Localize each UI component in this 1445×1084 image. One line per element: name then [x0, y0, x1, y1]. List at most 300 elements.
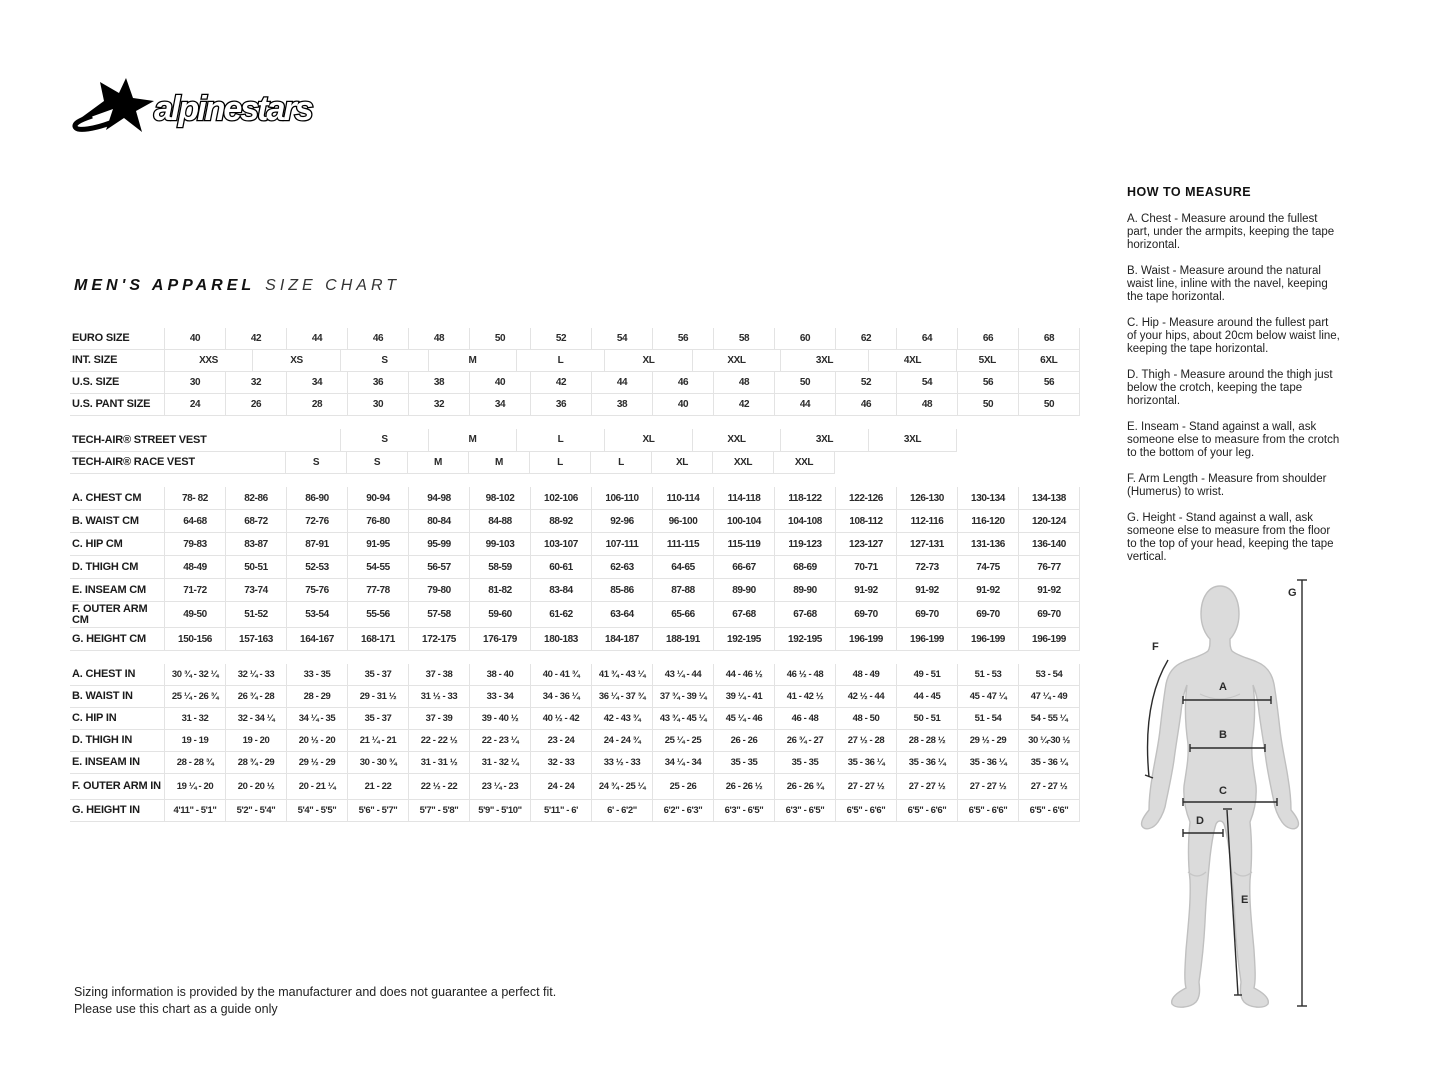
table-cell: 45 ¼ - 46: [714, 708, 775, 730]
row-label: A. CHEST IN: [70, 664, 165, 686]
table-cell: 34: [470, 394, 531, 416]
table-cell: M: [429, 350, 517, 372]
table-cell: 30: [348, 394, 409, 416]
row-label: TECH-AIR® STREET VEST: [70, 429, 341, 452]
table-cell: 44 - 45: [897, 686, 958, 708]
table-cell: 28 ¾ - 29: [226, 752, 287, 774]
table-cell: 122-126: [836, 487, 897, 510]
table-cell: 130-134: [958, 487, 1019, 510]
row-label: B. WAIST IN: [70, 686, 165, 708]
table-row: [70, 730, 1080, 752]
table-cell: 172-175: [409, 628, 470, 651]
row-label: A. CHEST CM: [70, 487, 165, 510]
figure-label-waist: B: [1219, 729, 1227, 741]
table-cell: 74-75: [958, 556, 1019, 579]
table-cell: 37 ¾ - 39 ¼: [653, 686, 714, 708]
table-cell: 48 - 49: [836, 664, 897, 686]
table-cell: 48: [409, 328, 470, 350]
page-title: [74, 277, 400, 295]
table-cell: 6XL: [1019, 350, 1081, 372]
table-cell: 4'11" - 5'1": [165, 800, 226, 822]
table-cell: 6'3" - 6'5": [714, 800, 775, 822]
table-cell: 50: [470, 328, 531, 350]
alpinestars-logo: [70, 76, 330, 138]
row-label: E. INSEAM IN: [70, 752, 165, 774]
table-cell: 46: [836, 394, 897, 416]
table-cell: 47 ¼ - 49: [1019, 686, 1080, 708]
table-cell: 54-55: [348, 556, 409, 579]
table-cell: 28: [287, 394, 348, 416]
table-cell: 23 ¼ - 23: [470, 774, 531, 800]
row-label: F. OUTER ARM CM: [70, 602, 165, 628]
table-cell: 82-86: [226, 487, 287, 510]
table-cell: 176-179: [470, 628, 531, 651]
table-row: [70, 372, 1080, 394]
table-cell: 84-88: [470, 510, 531, 533]
table-cell: 40 ½ - 42: [531, 708, 592, 730]
table-cell: 26: [226, 394, 287, 416]
table-cell: 73-74: [226, 579, 287, 602]
table-cell: XXS: [165, 350, 253, 372]
table-cell: 4XL: [869, 350, 957, 372]
table-cell: 83-84: [531, 579, 592, 602]
table-cell: 41 ¾ - 43 ¼: [592, 664, 653, 686]
table-cell: 35 - 35: [714, 752, 775, 774]
table-row: [70, 800, 1080, 822]
table-cell: 79-83: [165, 533, 226, 556]
table-cell: 69-70: [836, 602, 897, 628]
table-cell: 119-123: [775, 533, 836, 556]
table-cell: 54: [897, 372, 958, 394]
table-cell: 6'5" - 6'6": [1019, 800, 1080, 822]
table-cell: 44: [592, 372, 653, 394]
table-cell: 30 - 30 ¾: [348, 752, 409, 774]
table-cell: 91-92: [1019, 579, 1080, 602]
table-cell: 70-71: [836, 556, 897, 579]
table-cell: 21 ¼ - 21: [348, 730, 409, 752]
table-cell: 118-122: [775, 487, 836, 510]
table-cell: 19 - 19: [165, 730, 226, 752]
table-cell: 37 - 39: [409, 708, 470, 730]
table-cell: 45 - 47 ¼: [958, 686, 1019, 708]
table-cell: 32 - 33: [531, 752, 592, 774]
table-row: [70, 556, 1080, 579]
table-cell: 91-92: [836, 579, 897, 602]
table-cell: 52-53: [287, 556, 348, 579]
table-cell: 58: [714, 328, 775, 350]
measure-instruction: F. Arm Length - Measure from shoulder (Humerus) to wrist.: [1127, 473, 1327, 498]
row-label: G. HEIGHT IN: [70, 800, 165, 822]
table-cell: 35 - 37: [348, 664, 409, 686]
table-cell: 5'2" - 5'4": [226, 800, 287, 822]
table-cell: 35 - 35: [775, 752, 836, 774]
table-cell: 123-127: [836, 533, 897, 556]
table-cell: 120-124: [1019, 510, 1080, 533]
table-cell: 68-72: [226, 510, 287, 533]
table-cell: 46: [348, 328, 409, 350]
table-cell: 24 ¾ - 25 ¼: [592, 774, 653, 800]
table-cell: 54 - 55 ¼: [1019, 708, 1080, 730]
table-cell: XXL: [774, 452, 835, 475]
table-cell: 37 - 38: [409, 664, 470, 686]
table-cell: 136-140: [1019, 533, 1080, 556]
figure-label-hip: C: [1219, 785, 1227, 797]
table-cell: 80-84: [409, 510, 470, 533]
table-cell: 96-100: [653, 510, 714, 533]
table-row: [70, 533, 1080, 556]
table-cell: 131-136: [958, 533, 1019, 556]
table-cell: 30 ¼-30 ½: [1019, 730, 1080, 752]
table-cell: 26 - 26 ¾: [775, 774, 836, 800]
table-cell: 5'9" - 5'10": [470, 800, 531, 822]
table-cell: 24 - 24 ¾: [592, 730, 653, 752]
table-cell: 27 ½ - 28: [836, 730, 897, 752]
table-section: [70, 429, 1080, 474]
table-cell: 180-183: [531, 628, 592, 651]
table-cell: 49-50: [165, 602, 226, 628]
table-cell: 126-130: [897, 487, 958, 510]
table-cell: 56: [1019, 372, 1080, 394]
table-cell: 42: [531, 372, 592, 394]
row-label: D. THIGH CM: [70, 556, 165, 579]
row-label: U.S. PANT SIZE: [70, 394, 165, 416]
table-cell: 53 - 54: [1019, 664, 1080, 686]
disclaimer-line2: Please use this chart as a guide only: [74, 1002, 278, 1016]
table-cell: 196-199: [958, 628, 1019, 651]
table-cell: 32 - 34 ¼: [226, 708, 287, 730]
table-cell: 35 - 37: [348, 708, 409, 730]
measurement-figure: [1140, 572, 1310, 1014]
table-cell: 3XL: [781, 429, 869, 452]
table-cell: 29 ½ - 29: [958, 730, 1019, 752]
table-cell: 40 - 41 ¾: [531, 664, 592, 686]
table-row: [70, 664, 1080, 686]
table-cell: 46 - 48: [775, 708, 836, 730]
table-cell: 19 ¼ - 20: [165, 774, 226, 800]
table-cell: 48: [897, 394, 958, 416]
table-cell: 25 ¼ - 25: [653, 730, 714, 752]
table-cell: M: [429, 429, 517, 452]
table-cell: 38: [409, 372, 470, 394]
table-cell: 26 ¾ - 28: [226, 686, 287, 708]
table-cell: 52: [531, 328, 592, 350]
table-blank-cell: [957, 429, 1080, 452]
table-cell: 103-107: [531, 533, 592, 556]
row-label: B. WAIST CM: [70, 510, 165, 533]
table-cell: 87-88: [653, 579, 714, 602]
measure-instruction: G. Height - Stand against a wall, ask someone else to measure from the floor to the top of your head, keeping the tape vertical.: [1127, 512, 1334, 563]
table-cell: 50: [1019, 394, 1080, 416]
table-cell: 32: [409, 394, 470, 416]
table-cell: 50 - 51: [897, 708, 958, 730]
table-cell: 31 ½ - 33: [409, 686, 470, 708]
table-cell: XXL: [713, 452, 774, 475]
row-label: U.S. SIZE: [70, 372, 165, 394]
table-cell: 34 ¼ - 35: [287, 708, 348, 730]
table-cell: 61-62: [531, 602, 592, 628]
table-cell: 68-69: [775, 556, 836, 579]
table-cell: 90-94: [348, 487, 409, 510]
table-cell: 6'5" - 6'6": [897, 800, 958, 822]
table-cell: 30 ¾ - 32 ¼: [165, 664, 226, 686]
table-cell: 32: [226, 372, 287, 394]
row-label: EURO SIZE: [70, 328, 165, 350]
table-cell: 81-82: [470, 579, 531, 602]
table-cell: 38: [592, 394, 653, 416]
table-cell: 67-68: [775, 602, 836, 628]
table-cell: 49 - 51: [897, 664, 958, 686]
table-cell: 40: [470, 372, 531, 394]
table-cell: M: [469, 452, 530, 475]
table-cell: 27 - 27 ½: [836, 774, 897, 800]
table-cell: 44: [775, 394, 836, 416]
how-to-measure-panel: [1127, 185, 1341, 577]
table-cell: 116-120: [958, 510, 1019, 533]
table-cell: M: [408, 452, 469, 475]
table-cell: 39 ¼ - 41: [714, 686, 775, 708]
table-cell: 75-76: [287, 579, 348, 602]
table-cell: 35 - 36 ¼: [836, 752, 897, 774]
table-cell: 30: [165, 372, 226, 394]
row-label: E. INSEAM CM: [70, 579, 165, 602]
figure-label-chest: A: [1219, 681, 1227, 693]
figure-label-height: G: [1288, 587, 1297, 599]
table-cell: 192-195: [714, 628, 775, 651]
table-cell: 110-114: [653, 487, 714, 510]
page-title-sub: SIZE CHART: [265, 277, 400, 294]
table-cell: 46: [653, 372, 714, 394]
table-cell: 31 - 31 ½: [409, 752, 470, 774]
table-cell: 38 - 40: [470, 664, 531, 686]
table-cell: 59-60: [470, 602, 531, 628]
table-cell: 48-49: [165, 556, 226, 579]
table-cell: 66: [958, 328, 1019, 350]
table-cell: 64-65: [653, 556, 714, 579]
table-cell: 43 ¾ - 45 ¼: [653, 708, 714, 730]
how-to-measure-items: [1127, 213, 1341, 564]
table-cell: XL: [605, 429, 693, 452]
table-row: [70, 628, 1080, 651]
table-cell: XXL: [693, 429, 781, 452]
table-cell: 52: [836, 372, 897, 394]
table-cell: 77-78: [348, 579, 409, 602]
table-cell: 34 ¼ - 34: [653, 752, 714, 774]
table-cell: 28 - 29: [287, 686, 348, 708]
table-cell: 192-195: [775, 628, 836, 651]
table-cell: 34 - 36 ¼: [531, 686, 592, 708]
table-row: [70, 579, 1080, 602]
table-cell: 51 - 54: [958, 708, 1019, 730]
table-cell: L: [517, 429, 605, 452]
table-cell: 112-116: [897, 510, 958, 533]
table-cell: 48 - 50: [836, 708, 897, 730]
row-label: F. OUTER ARM IN: [70, 774, 165, 800]
table-cell: 50: [958, 394, 1019, 416]
table-row: [70, 510, 1080, 533]
row-label: C. HIP IN: [70, 708, 165, 730]
table-cell: 56: [958, 372, 1019, 394]
table-cell: 51 - 53: [958, 664, 1019, 686]
table-cell: 21 - 22: [348, 774, 409, 800]
table-cell: 35 - 36 ¼: [958, 752, 1019, 774]
measure-instruction: A. Chest - Measure around the fullest part, under the armpits, keeping the tape horizontal.: [1127, 213, 1335, 251]
table-cell: 46 ½ - 48: [775, 664, 836, 686]
figure-label-arm: F: [1152, 641, 1159, 653]
table-cell: 28 - 28 ¾: [165, 752, 226, 774]
table-row: [70, 487, 1080, 510]
table-cell: 188-191: [653, 628, 714, 651]
table-cell: 100-104: [714, 510, 775, 533]
table-row: [70, 686, 1080, 708]
table-cell: 99-103: [470, 533, 531, 556]
row-label: INT. SIZE: [70, 350, 165, 372]
row-label: D. THIGH IN: [70, 730, 165, 752]
table-cell: 85-86: [592, 579, 653, 602]
table-cell: 40: [165, 328, 226, 350]
table-section: [70, 664, 1080, 822]
table-cell: 60-61: [531, 556, 592, 579]
table-cell: XXL: [693, 350, 781, 372]
table-cell: 48: [714, 372, 775, 394]
table-cell: 6'5" - 6'6": [958, 800, 1019, 822]
table-cell: L: [517, 350, 605, 372]
figure-label-inseam: E: [1241, 894, 1249, 906]
table-cell: 22 - 22 ½: [409, 730, 470, 752]
table-cell: 98-102: [470, 487, 531, 510]
measure-instruction: E. Inseam - Stand against a wall, ask someone else to measure from the crotch to the bottom of your leg.: [1127, 421, 1340, 459]
table-cell: 68: [1019, 328, 1080, 350]
table-cell: 22 ½ - 22: [409, 774, 470, 800]
table-cell: 53-54: [287, 602, 348, 628]
row-label: C. HIP CM: [70, 533, 165, 556]
table-cell: 94-98: [409, 487, 470, 510]
table-row: [70, 350, 1080, 372]
table-cell: 6'3" - 6'5": [775, 800, 836, 822]
table-cell: 35 - 36 ¼: [1019, 752, 1080, 774]
measure-instruction: D. Thigh - Measure around the thigh just below the crotch, keeping the tape horizontal.: [1127, 369, 1333, 407]
table-cell: 20 - 21 ¼: [287, 774, 348, 800]
table-cell: S: [341, 429, 429, 452]
table-cell: 5'6" - 5'7": [348, 800, 409, 822]
table-cell: 76-77: [1019, 556, 1080, 579]
table-cell: 42 - 43 ¾: [592, 708, 653, 730]
table-cell: 56: [653, 328, 714, 350]
row-label: TECH-AIR® RACE VEST: [70, 452, 286, 475]
table-cell: 196-199: [1019, 628, 1080, 651]
table-row: [70, 752, 1080, 774]
table-cell: 22 - 23 ¼: [470, 730, 531, 752]
table-cell: 33 - 35: [287, 664, 348, 686]
table-cell: 27 - 27 ½: [897, 774, 958, 800]
table-cell: 29 ½ - 29: [287, 752, 348, 774]
table-cell: 111-115: [653, 533, 714, 556]
table-cell: 196-199: [897, 628, 958, 651]
table-cell: 64: [897, 328, 958, 350]
table-cell: 31 - 32: [165, 708, 226, 730]
table-section: [70, 328, 1080, 416]
table-cell: 50: [775, 372, 836, 394]
table-cell: 91-92: [897, 579, 958, 602]
table-cell: 71-72: [165, 579, 226, 602]
table-cell: 184-187: [592, 628, 653, 651]
table-cell: 95-99: [409, 533, 470, 556]
table-cell: 150-156: [165, 628, 226, 651]
table-cell: 42: [226, 328, 287, 350]
table-row: [70, 602, 1080, 628]
table-cell: XL: [605, 350, 693, 372]
table-section: [70, 487, 1080, 651]
table-cell: 72-76: [287, 510, 348, 533]
table-cell: 58-59: [470, 556, 531, 579]
table-cell: 36: [348, 372, 409, 394]
table-cell: 65-66: [653, 602, 714, 628]
measure-instruction: B. Waist - Measure around the natural waist line, inline with the navel, keeping the tape horizontal.: [1127, 265, 1328, 303]
table-cell: 91-92: [958, 579, 1019, 602]
disclaimer: [74, 984, 556, 1018]
table-cell: 62: [836, 328, 897, 350]
table-blank-cell: [835, 452, 1080, 475]
table-cell: 24: [165, 394, 226, 416]
table-cell: 114-118: [714, 487, 775, 510]
size-table: [70, 328, 1080, 822]
table-cell: 25 - 26: [653, 774, 714, 800]
table-cell: 42: [714, 394, 775, 416]
table-cell: 83-87: [226, 533, 287, 556]
table-row: [70, 774, 1080, 800]
table-cell: 5'7" - 5'8": [409, 800, 470, 822]
table-cell: 3XL: [869, 429, 957, 452]
table-cell: 57-58: [409, 602, 470, 628]
table-cell: 31 - 32 ¼: [470, 752, 531, 774]
how-to-measure-title: HOW TO MEASURE: [1127, 185, 1252, 199]
table-cell: 39 - 40 ½: [470, 708, 531, 730]
table-cell: XL: [652, 452, 713, 475]
table-cell: S: [341, 350, 429, 372]
table-cell: 33 - 34: [470, 686, 531, 708]
table-cell: 55-56: [348, 602, 409, 628]
table-cell: S: [347, 452, 408, 475]
table-cell: 3XL: [781, 350, 869, 372]
table-cell: 26 - 26 ½: [714, 774, 775, 800]
table-cell: 56-57: [409, 556, 470, 579]
table-cell: 36 ¼ - 37 ¾: [592, 686, 653, 708]
table-cell: 26 - 26: [714, 730, 775, 752]
table-cell: 32 ¼ - 33: [226, 664, 287, 686]
table-cell: 5'4" - 5'5": [287, 800, 348, 822]
table-cell: 88-92: [531, 510, 592, 533]
table-cell: 86-90: [287, 487, 348, 510]
table-cell: 69-70: [958, 602, 1019, 628]
table-cell: 72-73: [897, 556, 958, 579]
table-cell: 35 - 36 ¼: [897, 752, 958, 774]
table-cell: 62-63: [592, 556, 653, 579]
table-cell: 23 - 24: [531, 730, 592, 752]
table-cell: 5'11" - 6': [531, 800, 592, 822]
table-cell: 24 - 24: [531, 774, 592, 800]
table-cell: 36: [531, 394, 592, 416]
table-cell: 107-111: [592, 533, 653, 556]
table-cell: 104-108: [775, 510, 836, 533]
table-cell: 6'5" - 6'6": [836, 800, 897, 822]
table-cell: 29 - 31 ½: [348, 686, 409, 708]
table-cell: 89-90: [775, 579, 836, 602]
table-cell: 51-52: [226, 602, 287, 628]
table-row: [70, 452, 1080, 475]
table-row: [70, 708, 1080, 730]
alpinestars-star-icon: [74, 78, 154, 132]
table-cell: 115-119: [714, 533, 775, 556]
table-cell: 79-80: [409, 579, 470, 602]
